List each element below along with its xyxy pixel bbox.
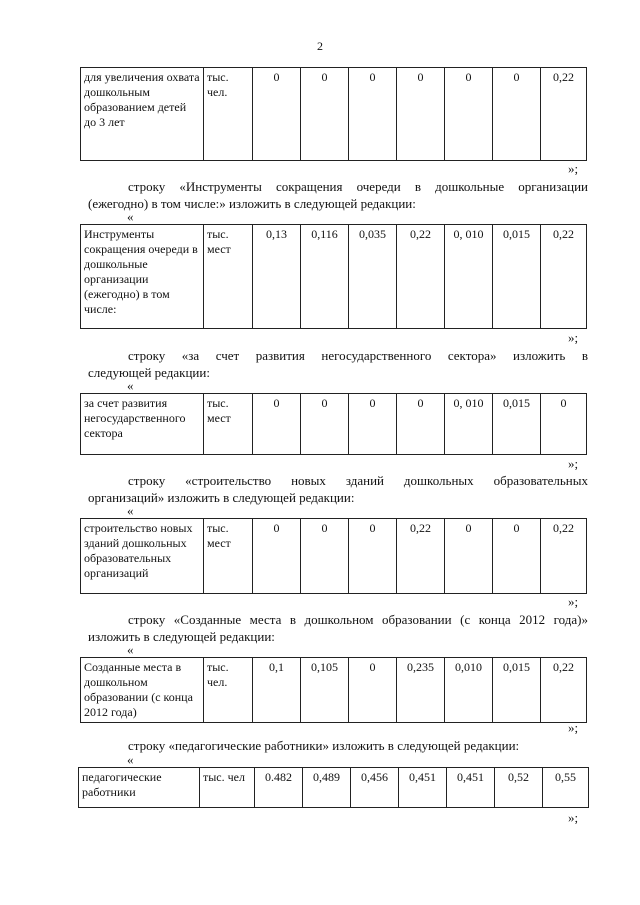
value-cell: 0,22	[397, 225, 445, 329]
value-cell: 0	[445, 68, 493, 161]
page-number: 2	[317, 39, 323, 53]
close-quote: »;	[568, 594, 579, 609]
row-label: строительство новых зданий дошкольных образовательных организаций	[81, 519, 204, 594]
paragraph-first-line: строку «строительство новых зданий дошкольных образовательных	[128, 473, 588, 488]
value-cell: 0,010	[445, 658, 493, 723]
value-cell: 0	[301, 68, 349, 161]
value-cell: 0	[253, 394, 301, 455]
close-quote: »;	[568, 456, 579, 471]
value-cell: 0	[397, 394, 445, 455]
open-quote: «	[127, 503, 134, 518]
row-label: педагогические работники	[79, 768, 200, 808]
value-cell: 0	[493, 68, 541, 161]
row-label: для увеличения охвата дошкольным образованием детей до 3 лет	[81, 68, 204, 161]
value-cell: 0	[349, 519, 397, 594]
indicator-table	[80, 224, 587, 329]
value-cell: 0.482	[255, 768, 303, 808]
unit-cell: тыс. чел.	[204, 658, 253, 723]
value-cell: 0,22	[541, 519, 587, 594]
value-cell: 0	[253, 519, 301, 594]
amendment-paragraph	[88, 347, 588, 381]
open-quote: «	[127, 378, 134, 393]
value-cell: 0,105	[301, 658, 349, 723]
row-label: за счет развития негосударственного сектора	[81, 394, 204, 455]
value-cell: 0,451	[447, 768, 495, 808]
value-cell: 0	[301, 519, 349, 594]
value-cell: 0	[541, 394, 587, 455]
paragraph-rest: (ежегодно) в том числе:» изложить в следующей редакции:	[88, 196, 416, 211]
unit-cell: тыс. чел	[200, 768, 255, 808]
close-quote: »;	[568, 810, 579, 825]
unit-cell: тыс. мест	[204, 394, 253, 455]
indicator-table	[78, 767, 589, 808]
value-cell: 0	[349, 68, 397, 161]
paragraph-first-line: строку «за счет развития негосударственного сектора» изложить в	[128, 348, 588, 363]
value-cell: 0,489	[303, 768, 351, 808]
unit-cell: тыс. мест	[204, 225, 253, 329]
value-cell: 0,035	[349, 225, 397, 329]
value-cell: 0	[349, 394, 397, 455]
value-cell: 0,52	[495, 768, 543, 808]
amendment-paragraph	[88, 178, 588, 212]
amendment-paragraph	[88, 472, 588, 506]
value-cell: 0	[253, 68, 301, 161]
amendment-paragraph	[88, 737, 588, 754]
row-label: Инструменты сокращения очереди в дошкольные организации (ежегодно) в том числе:	[81, 225, 204, 329]
unit-cell: тыс. чел.	[204, 68, 253, 161]
close-quote: »;	[568, 161, 579, 176]
paragraph-rest: изложить в следующей редакции:	[88, 629, 275, 644]
value-cell: 0	[397, 68, 445, 161]
value-cell: 0,235	[397, 658, 445, 723]
paragraph-rest: следующей редакции:	[88, 365, 210, 380]
value-cell: 0, 010	[445, 394, 493, 455]
open-quote: «	[127, 642, 134, 657]
unit-cell: тыс. мест	[204, 519, 253, 594]
paragraph-first-line: строку «Созданные места в дошкольном образовании (с конца 2012 года)»	[128, 612, 588, 627]
value-cell: 0,22	[541, 225, 587, 329]
value-cell: 0,22	[541, 68, 587, 161]
amendment-paragraph	[88, 611, 588, 645]
value-cell: 0,1	[253, 658, 301, 723]
paragraph-rest: организаций» изложить в следующей редакции:	[88, 490, 355, 505]
value-cell: 0,015	[493, 658, 541, 723]
value-cell: 0	[445, 519, 493, 594]
value-cell: 0,55	[543, 768, 589, 808]
value-cell: 0,456	[351, 768, 399, 808]
value-cell: 0,116	[301, 225, 349, 329]
value-cell: 0,22	[541, 658, 587, 723]
value-cell: 0,015	[493, 225, 541, 329]
value-cell: 0,015	[493, 394, 541, 455]
open-quote: «	[127, 209, 134, 224]
value-cell: 0,22	[397, 519, 445, 594]
value-cell: 0, 010	[445, 225, 493, 329]
indicator-table	[80, 518, 587, 594]
value-cell: 0	[349, 658, 397, 723]
value-cell: 0,13	[253, 225, 301, 329]
value-cell: 0	[301, 394, 349, 455]
open-quote: «	[127, 752, 134, 767]
paragraph-first-line: строку «педагогические работники» изложить в следующей редакции:	[128, 738, 520, 753]
indicator-table	[80, 393, 587, 455]
close-quote: »;	[568, 720, 579, 735]
indicator-table	[80, 657, 587, 723]
close-quote: »;	[568, 330, 579, 345]
row-label: Созданные места в дошкольном образовании (с конца 2012 года)	[81, 658, 204, 723]
paragraph-first-line: строку «Инструменты сокращения очереди в дошкольные организации	[128, 179, 588, 194]
indicator-table	[80, 67, 587, 161]
value-cell: 0	[493, 519, 541, 594]
value-cell: 0,451	[399, 768, 447, 808]
